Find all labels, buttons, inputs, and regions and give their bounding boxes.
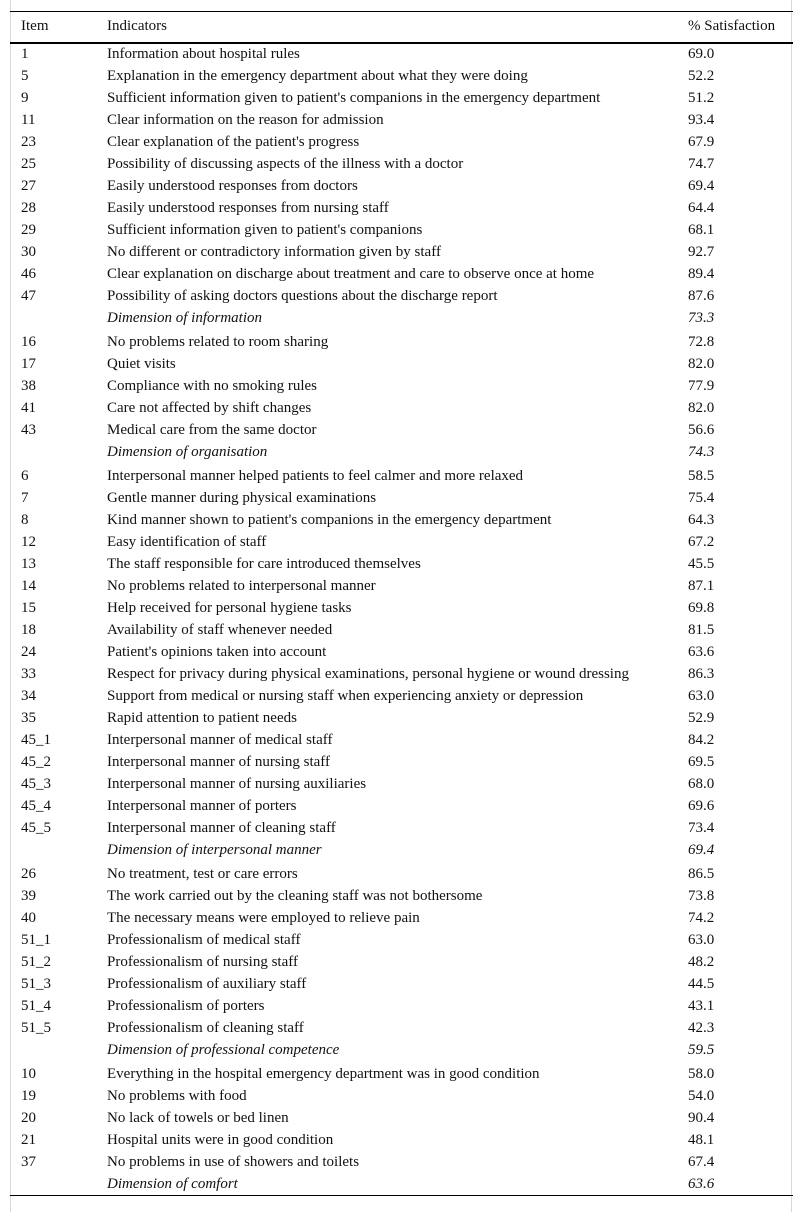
satisfaction-cell: 73.4 xyxy=(688,819,715,836)
indicator-cell: Hospital units were in good condition xyxy=(107,1131,334,1148)
indicator-cell: Easily understood responses from nursing staff xyxy=(107,199,389,216)
item-cell: 24 xyxy=(21,643,36,660)
item-cell: 43 xyxy=(21,421,36,438)
indicator-cell: Dimension of comfort xyxy=(96,1173,687,1196)
item-cell: 51_3 xyxy=(21,975,51,992)
table-row xyxy=(10,65,793,87)
item-cell xyxy=(10,1039,96,1061)
indicator-cell: Interpersonal manner of medical staff xyxy=(107,731,333,748)
item-cell: 45_4 xyxy=(21,797,51,814)
table-row xyxy=(10,43,793,65)
indicator-cell: Interpersonal manner helped patients to feel calmer and more relaxed xyxy=(107,467,524,484)
header-row xyxy=(10,12,793,43)
item-cell: 18 xyxy=(21,621,36,638)
indicator-cell: No problems in use of showers and toilets xyxy=(107,1153,360,1170)
satisfaction-cell: 74.7 xyxy=(688,155,715,172)
indicator-cell: The necessary means were employed to relieve pain xyxy=(107,909,420,926)
item-cell: 40 xyxy=(21,909,36,926)
table-row xyxy=(10,285,793,307)
satisfaction-cell: 74.3 xyxy=(688,443,715,460)
satisfaction-cell: 67.2 xyxy=(688,533,715,550)
satisfaction-cell: 59.5 xyxy=(688,1041,715,1058)
satisfaction-cell: 58.0 xyxy=(688,1065,715,1082)
item-cell: 34 xyxy=(21,687,36,704)
satisfaction-cell: 87.6 xyxy=(688,287,715,304)
item-cell xyxy=(10,839,96,861)
satisfaction-cell: 48.1 xyxy=(688,1131,715,1148)
satisfaction-cell: 63.6 xyxy=(687,1173,793,1196)
table-row xyxy=(10,375,793,397)
item-cell: 9 xyxy=(21,89,29,106)
satisfaction-cell: 44.5 xyxy=(688,975,715,992)
table-row xyxy=(10,1129,793,1151)
table-row xyxy=(10,973,793,995)
satisfaction-cell: 58.5 xyxy=(688,467,715,484)
header-item: Item xyxy=(10,12,96,43)
indicator-cell: No problems with food xyxy=(107,1087,247,1104)
header-indicators: Indicators xyxy=(96,12,687,43)
table-row xyxy=(10,241,793,263)
item-cell: 14 xyxy=(21,577,36,594)
table-row xyxy=(10,795,793,817)
table-row xyxy=(10,861,793,885)
item-cell: 29 xyxy=(21,221,36,238)
indicator-cell: Professionalism of porters xyxy=(107,997,265,1014)
item-cell: 41 xyxy=(21,399,36,416)
indicator-cell: Care not affected by shift changes xyxy=(107,399,312,416)
table-row xyxy=(10,929,793,951)
indicator-cell: No treatment, test or care errors xyxy=(107,865,298,882)
indicator-cell: Professionalism of cleaning staff xyxy=(107,1019,304,1036)
satisfaction-cell: 82.0 xyxy=(688,399,715,416)
table-row xyxy=(10,641,793,663)
table-row xyxy=(10,263,793,285)
indicator-cell: Dimension of professional competence xyxy=(107,1041,340,1058)
item-cell: 12 xyxy=(21,533,36,550)
satisfaction-cell: 82.0 xyxy=(688,355,715,372)
item-cell: 35 xyxy=(21,709,36,726)
satisfaction-cell: 69.8 xyxy=(688,599,715,616)
dimension-row xyxy=(10,307,793,329)
item-cell: 51_2 xyxy=(21,953,51,970)
satisfaction-cell: 69.4 xyxy=(688,841,715,858)
satisfaction-cell: 45.5 xyxy=(688,555,715,572)
item-cell: 51_1 xyxy=(21,931,51,948)
indicator-cell: Support from medical or nursing staff when experiencing anxiety or depression xyxy=(107,687,584,704)
item-cell: 25 xyxy=(21,155,36,172)
table-body xyxy=(10,43,793,1196)
table-row xyxy=(10,153,793,175)
indicator-cell: Clear information on the reason for admission xyxy=(107,111,384,128)
item-cell: 45_2 xyxy=(21,753,51,770)
indicator-cell: Professionalism of auxiliary staff xyxy=(107,975,307,992)
item-cell: 6 xyxy=(21,467,29,484)
table-row xyxy=(10,995,793,1017)
item-cell: 19 xyxy=(21,1087,36,1104)
indicator-cell: Dimension of information xyxy=(107,309,263,326)
item-cell: 5 xyxy=(21,67,29,84)
indicator-cell: Explanation in the emergency department about what they were doing xyxy=(107,67,528,84)
indicator-cell: Professionalism of nursing staff xyxy=(107,953,298,970)
satisfaction-cell: 69.6 xyxy=(688,797,715,814)
satisfaction-cell: 69.0 xyxy=(688,46,715,62)
table-row xyxy=(10,87,793,109)
satisfaction-cell: 73.3 xyxy=(688,309,715,326)
table-row xyxy=(10,509,793,531)
indicator-cell: Easily understood responses from doctors xyxy=(107,177,358,194)
indicator-cell: No problems related to room sharing xyxy=(107,333,329,350)
item-cell xyxy=(10,307,96,329)
satisfaction-cell: 64.4 xyxy=(688,199,715,216)
satisfaction-cell: 67.4 xyxy=(688,1153,715,1170)
indicator-cell: Interpersonal manner of cleaning staff xyxy=(107,819,336,836)
satisfaction-cell: 87.1 xyxy=(688,577,715,594)
indicator-cell: Everything in the hospital emergency department was in good condition xyxy=(107,1065,540,1082)
table-row xyxy=(10,197,793,219)
indicator-cell: Information about hospital rules xyxy=(107,46,300,62)
item-cell xyxy=(10,1173,96,1196)
table-row xyxy=(10,397,793,419)
indicator-cell: No problems related to interpersonal manner xyxy=(107,577,376,594)
satisfaction-cell: 52.9 xyxy=(688,709,715,726)
table-header xyxy=(10,12,793,43)
indicator-cell: No different or contradictory information given by staff xyxy=(107,243,441,260)
indicator-cell: Kind manner shown to patient's companions in the emergency department xyxy=(107,511,552,528)
indicator-cell: Sufficient information given to patient's companions in the emergency department xyxy=(107,89,601,106)
item-cell: 17 xyxy=(21,355,36,372)
item-cell: 39 xyxy=(21,887,36,904)
table-row xyxy=(10,219,793,241)
table-row xyxy=(10,109,793,131)
satisfaction-cell: 52.2 xyxy=(688,67,715,84)
table-row xyxy=(10,1017,793,1039)
item-cell: 20 xyxy=(21,1109,36,1126)
table-row xyxy=(10,597,793,619)
table-row xyxy=(10,463,793,487)
satisfaction-cell: 68.0 xyxy=(688,775,715,792)
satisfaction-cell: 51.2 xyxy=(688,89,715,106)
indicator-cell: No lack of towels or bed linen xyxy=(107,1109,289,1126)
table-row xyxy=(10,553,793,575)
indicator-cell: Gentle manner during physical examinations xyxy=(107,489,377,506)
satisfaction-cell: 63.0 xyxy=(688,931,715,948)
indicator-cell: Interpersonal manner of nursing auxiliaries xyxy=(107,775,367,792)
indicator-cell: Easy identification of staff xyxy=(107,533,267,550)
satisfaction-cell: 90.4 xyxy=(688,1109,715,1126)
satisfaction-cell: 77.9 xyxy=(688,377,715,394)
dimension-row xyxy=(10,1173,793,1196)
satisfaction-cell: 69.4 xyxy=(688,177,715,194)
item-cell: 1 xyxy=(21,46,29,62)
item-cell: 37 xyxy=(21,1153,36,1170)
satisfaction-cell: 42.3 xyxy=(688,1019,715,1036)
satisfaction-cell: 73.8 xyxy=(688,887,715,904)
satisfaction-cell: 43.1 xyxy=(688,997,715,1014)
table-row xyxy=(10,131,793,153)
satisfaction-cell: 74.2 xyxy=(688,909,715,926)
table-row xyxy=(10,575,793,597)
item-cell: 45_3 xyxy=(21,775,51,792)
indicator-cell: Sufficient information given to patient's companions xyxy=(107,221,423,238)
table-row xyxy=(10,1085,793,1107)
satisfaction-cell: 48.2 xyxy=(688,953,715,970)
indicator-cell: Interpersonal manner of porters xyxy=(107,797,297,814)
item-cell: 7 xyxy=(21,489,29,506)
item-cell: 33 xyxy=(21,665,36,682)
indicator-cell: Professionalism of medical staff xyxy=(107,931,301,948)
satisfaction-cell: 56.6 xyxy=(688,421,715,438)
table-row xyxy=(10,353,793,375)
satisfaction-cell: 81.5 xyxy=(688,621,715,638)
table-row xyxy=(10,773,793,795)
table-row xyxy=(10,885,793,907)
item-cell: 26 xyxy=(21,865,36,882)
item-cell: 8 xyxy=(21,511,29,528)
item-cell: 15 xyxy=(21,599,36,616)
table-row xyxy=(10,817,793,839)
table-row xyxy=(10,175,793,197)
table-row xyxy=(10,729,793,751)
satisfaction-cell: 86.5 xyxy=(688,865,715,882)
indicator-cell: Clear explanation on discharge about treatment and care to observe once at home xyxy=(107,265,595,282)
indicator-cell: Respect for privacy during physical examinations, personal hygiene or wound dressing xyxy=(107,665,629,682)
satisfaction-cell: 67.9 xyxy=(688,133,715,150)
satisfaction-cell: 84.2 xyxy=(688,731,715,748)
satisfaction-cell: 63.6 xyxy=(688,643,715,660)
item-cell: 45_5 xyxy=(21,819,51,836)
table-row xyxy=(10,663,793,685)
dimension-row xyxy=(10,1039,793,1061)
header-satisfaction: % Satisfaction xyxy=(687,12,793,43)
indicator-cell: Quiet visits xyxy=(107,355,176,372)
indicator-cell: Compliance with no smoking rules xyxy=(107,377,317,394)
indicator-cell: The work carried out by the cleaning staff was not bothersome xyxy=(107,887,483,904)
satisfaction-cell: 64.3 xyxy=(688,511,715,528)
indicator-cell: The staff responsible for care introduced themselves xyxy=(107,555,421,572)
item-cell: 13 xyxy=(21,555,36,572)
item-cell: 10 xyxy=(21,1065,36,1082)
item-cell: 23 xyxy=(21,133,36,150)
item-cell xyxy=(10,441,96,463)
item-cell: 38 xyxy=(21,377,36,394)
indicator-cell: Medical care from the same doctor xyxy=(107,421,317,438)
indicator-cell: Patient's opinions taken into account xyxy=(107,643,327,660)
satisfaction-cell: 75.4 xyxy=(688,489,715,506)
item-cell: 47 xyxy=(21,287,36,304)
table-row xyxy=(10,751,793,773)
indicator-cell: Help received for personal hygiene tasks xyxy=(107,599,352,616)
table-row xyxy=(10,329,793,353)
satisfaction-cell: 69.5 xyxy=(688,753,715,770)
satisfaction-cell: 72.8 xyxy=(688,333,715,350)
table-row xyxy=(10,1151,793,1173)
item-cell: 46 xyxy=(21,265,36,282)
item-cell: 30 xyxy=(21,243,36,260)
table-row xyxy=(10,707,793,729)
item-cell: 11 xyxy=(21,111,36,128)
indicator-cell: Dimension of interpersonal manner xyxy=(107,841,322,858)
dimension-row xyxy=(10,839,793,861)
item-cell: 45_1 xyxy=(21,731,51,748)
indicator-cell: Dimension of organisation xyxy=(107,443,268,460)
satisfaction-cell: 89.4 xyxy=(688,265,715,282)
dimension-row xyxy=(10,441,793,463)
table-row xyxy=(10,685,793,707)
item-cell: 51_4 xyxy=(21,997,51,1014)
indicator-cell: Possibility of discussing aspects of the illness with a doctor xyxy=(107,155,464,172)
table-row xyxy=(10,619,793,641)
table-row xyxy=(10,531,793,553)
indicator-cell: Interpersonal manner of nursing staff xyxy=(107,753,330,770)
table-row xyxy=(10,419,793,441)
table-row xyxy=(10,951,793,973)
indicator-cell: Availability of staff whenever needed xyxy=(107,621,333,638)
item-cell: 21 xyxy=(21,1131,36,1148)
indicator-cell: Possibility of asking doctors questions about the discharge report xyxy=(107,287,498,304)
item-cell: 28 xyxy=(21,199,36,216)
table-row xyxy=(10,1061,793,1085)
satisfaction-cell: 54.0 xyxy=(688,1087,715,1104)
item-cell: 51_5 xyxy=(21,1019,51,1036)
satisfaction-cell: 93.4 xyxy=(688,111,715,128)
table-row xyxy=(10,1107,793,1129)
indicator-cell: Rapid attention to patient needs xyxy=(107,709,297,726)
satisfaction-cell: 63.0 xyxy=(688,687,715,704)
table-row xyxy=(10,487,793,509)
indicator-cell: Clear explanation of the patient's progress xyxy=(107,133,360,150)
item-cell: 16 xyxy=(21,333,36,350)
item-cell: 27 xyxy=(21,177,36,194)
table-row xyxy=(10,907,793,929)
satisfaction-cell: 86.3 xyxy=(688,665,715,682)
satisfaction-cell: 68.1 xyxy=(688,221,715,238)
satisfaction-table xyxy=(10,11,793,1196)
satisfaction-cell: 92.7 xyxy=(688,243,715,260)
